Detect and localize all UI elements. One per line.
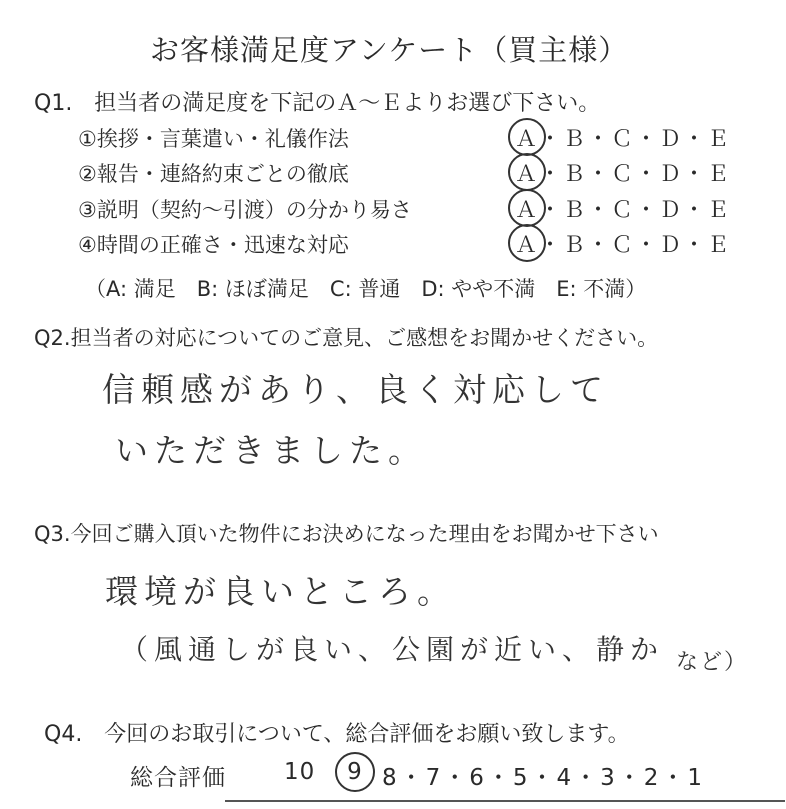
q4-rating-selected: 9 [347,759,363,785]
q1-item-1-grades: Ａ・Ｂ・Ｃ・Ｄ・Ｅ [515,127,732,152]
q1-item-4-selected-circle [508,224,546,262]
q1-item-3-label: ③説明（契約～引渡）の分かり易さ [78,198,412,222]
q1-item-2-label: ②報告・連絡約束ごとの徹底 [78,162,349,186]
q1-item-4-grades: Ａ・Ｂ・Ｃ・Ｄ・Ｅ [515,233,732,258]
q1-item-1-selected-circle [508,118,546,156]
q1-item-3-selected-circle [508,189,546,227]
q4-rating-max: 10 [284,759,316,785]
q1-item-4-label: ④時間の正確さ・迅速な対応 [78,233,349,257]
bottom-rule [225,800,785,802]
q3-question: Q3.今回ご購入頂いた物件にお決めになった理由をお聞かせ下さい [34,522,659,546]
q4-question: Q4. 今回のお取引について、総合評価をお願い致します。 [44,722,630,747]
q4-rating-label: 総合評価 [130,765,226,791]
q2-question: Q2.担当者の対応についてのご意見、ご感想をお聞かせください。 [34,326,659,350]
q1-question: Q1. 担当者の満足度を下記のＡ～Ｅよりお選び下さい。 [34,91,601,116]
q1-item-2-grades: Ａ・Ｂ・Ｃ・Ｄ・Ｅ [515,162,732,187]
q3-answer-line-1: 環境が良いところ。 [105,572,456,611]
q1-legend: （A: 満足 B: ほぼ満足 C: 普通 D: やや不満 E: 不満） [85,277,647,301]
q3-answer-line-3: など） [676,650,749,675]
page-title: お客様満足度アンケート（買主様） [150,33,629,67]
q4-rating-rest: 8・7・6・5・4・3・2・1 [382,765,706,791]
q1-item-2-selected-circle [508,153,546,191]
q1-item-3-grades: Ａ・Ｂ・Ｃ・Ｄ・Ｅ [515,198,732,223]
q2-answer-line-1: 信頼感があり、良く対応して [102,370,609,409]
q1-item-1-label: ①挨拶・言葉遣い・礼儀作法 [78,127,349,151]
q4-rating-selected-circle [335,752,375,792]
q3-answer-line-2: （風通しが良い、公園が近い、静か [120,633,665,666]
q2-answer-line-2: いただきました。 [115,431,427,470]
